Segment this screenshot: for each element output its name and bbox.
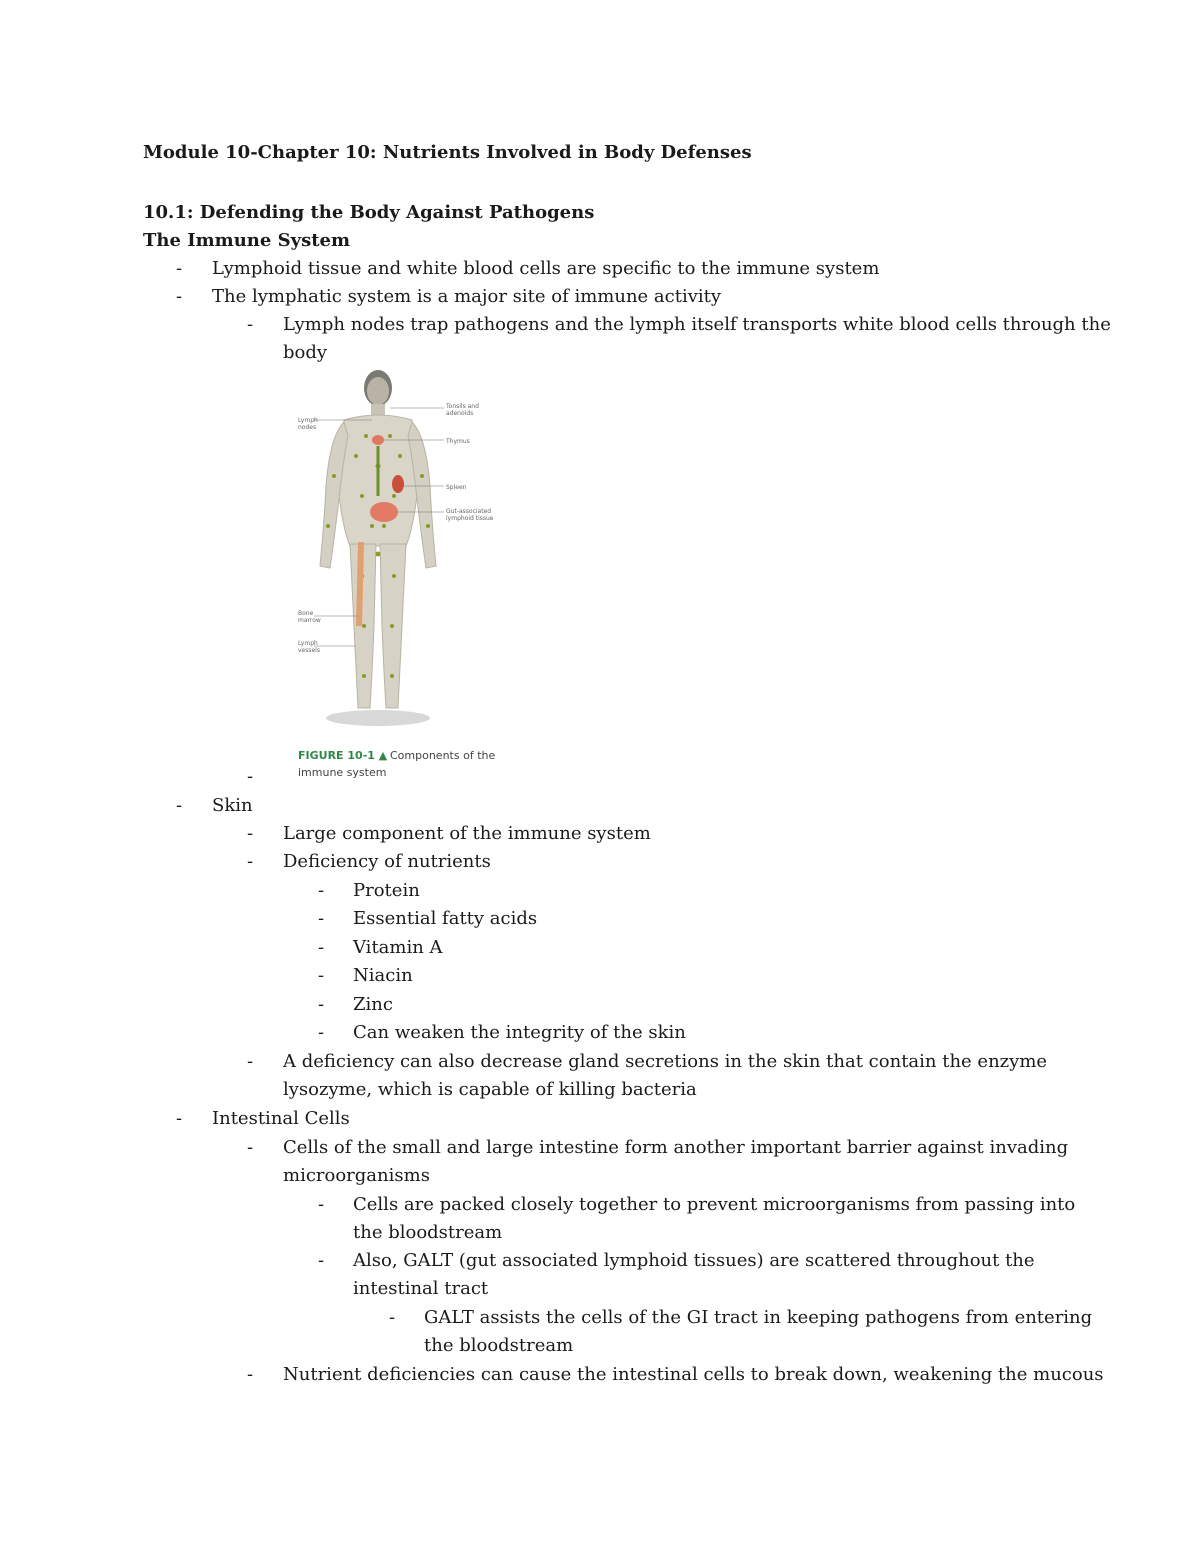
list-item: Protein <box>353 880 420 901</box>
list-item-continuation: intestinal tract <box>353 1278 489 1299</box>
list-item-continuation: microorganisms <box>283 1165 430 1186</box>
list-item: Niacin <box>353 965 413 986</box>
figure-caption-label: FIGURE 10-1 ▲ <box>298 749 388 762</box>
figure-caption-text-2: immune system <box>298 766 387 779</box>
list-item: Cells are packed closely together to prevent microorganisms from passing into <box>353 1194 1076 1215</box>
list-item: Essential fatty acids <box>353 908 538 929</box>
section-heading: 10.1: Defending the Body Against Pathogens <box>143 202 595 223</box>
label-spleen: Spleen <box>446 484 467 491</box>
bullet-dash: - <box>247 823 254 844</box>
bullet-dash: - <box>247 766 254 787</box>
bullet-dash: - <box>247 1137 254 1158</box>
bullet-dash: - <box>176 1108 183 1129</box>
bullet-dash: - <box>176 286 183 307</box>
list-item-continuation: lysozyme, which is capable of killing bacteria <box>283 1079 697 1100</box>
list-item: Skin <box>212 795 253 816</box>
bullet-dash: - <box>318 937 325 958</box>
label-tonsils-2: adenoids <box>446 410 474 417</box>
bullet-dash: - <box>318 880 325 901</box>
list-item: Lymph nodes trap pathogens and the lymph itself transports white blood cells through the <box>283 314 1111 335</box>
list-item: Cells of the small and large intestine form another important barrier against invading <box>283 1137 1069 1158</box>
list-item: Nutrient deficiencies can cause the intestinal cells to break down, weakening the mucous <box>283 1364 1104 1385</box>
bullet-dash: - <box>176 795 183 816</box>
label-lymph-nodes-1: Lymph <box>298 417 318 424</box>
list-item: The lymphatic system is a major site of immune activity <box>212 286 722 307</box>
label-bone-marrow-1: Bone <box>298 610 314 617</box>
bullet-dash: - <box>318 1194 325 1215</box>
list-item: Lymphoid tissue and white blood cells are specific to the immune system <box>212 258 880 279</box>
list-item: A deficiency can also decrease gland secretions in the skin that contain the enzyme <box>283 1051 1048 1072</box>
label-lymph-vessels-1: Lymph <box>298 640 318 647</box>
spleen <box>392 475 404 493</box>
label-lymph-vessels-2: vessels <box>298 647 320 654</box>
bullet-dash: - <box>318 908 325 929</box>
list-item: GALT assists the cells of the GI tract in keeping pathogens from entering <box>424 1307 1093 1328</box>
bullet-dash: - <box>176 258 183 279</box>
immune-system-figure <box>286 366 504 782</box>
subsection-heading: The Immune System <box>143 230 351 251</box>
label-galt-2: lymphoid tissue <box>446 515 494 522</box>
list-item: Intestinal Cells <box>212 1108 350 1129</box>
figure-caption-text-1: Components of the <box>390 749 496 762</box>
list-item-continuation: body <box>283 342 328 363</box>
bullet-dash: - <box>247 314 254 335</box>
bullet-dash: - <box>318 994 325 1015</box>
gut-lymphoid-tissue <box>370 502 398 522</box>
label-bone-marrow-2: marrow <box>298 617 321 624</box>
list-item: Large component of the immune system <box>283 823 651 844</box>
label-tonsils-1: Tonsils and <box>446 403 479 410</box>
bullet-dash: - <box>318 1250 325 1271</box>
bullet-dash: - <box>318 965 325 986</box>
list-item: Zinc <box>353 994 393 1015</box>
thymus <box>372 435 384 445</box>
list-item: Also, GALT (gut associated lymphoid tissues) are scattered throughout the <box>353 1250 1035 1271</box>
bullet-dash: - <box>247 1051 254 1072</box>
list-item: Can weaken the integrity of the skin <box>353 1022 686 1043</box>
bullet-dash: - <box>247 1364 254 1385</box>
list-item: Vitamin A <box>353 937 443 958</box>
list-item-continuation: the bloodstream <box>353 1222 503 1243</box>
label-lymph-nodes-2: nodes <box>298 424 317 431</box>
list-item-continuation: the bloodstream <box>424 1335 574 1356</box>
bullet-dash: - <box>247 851 254 872</box>
label-galt-1: Gut-associated <box>446 508 492 515</box>
document-title: Module 10-Chapter 10: Nutrients Involved in Body Defenses <box>143 142 752 163</box>
list-item: Deficiency of nutrients <box>283 851 491 872</box>
bullet-dash: - <box>389 1307 396 1328</box>
bullet-dash: - <box>318 1022 325 1043</box>
label-thymus: Thymus <box>446 438 470 445</box>
